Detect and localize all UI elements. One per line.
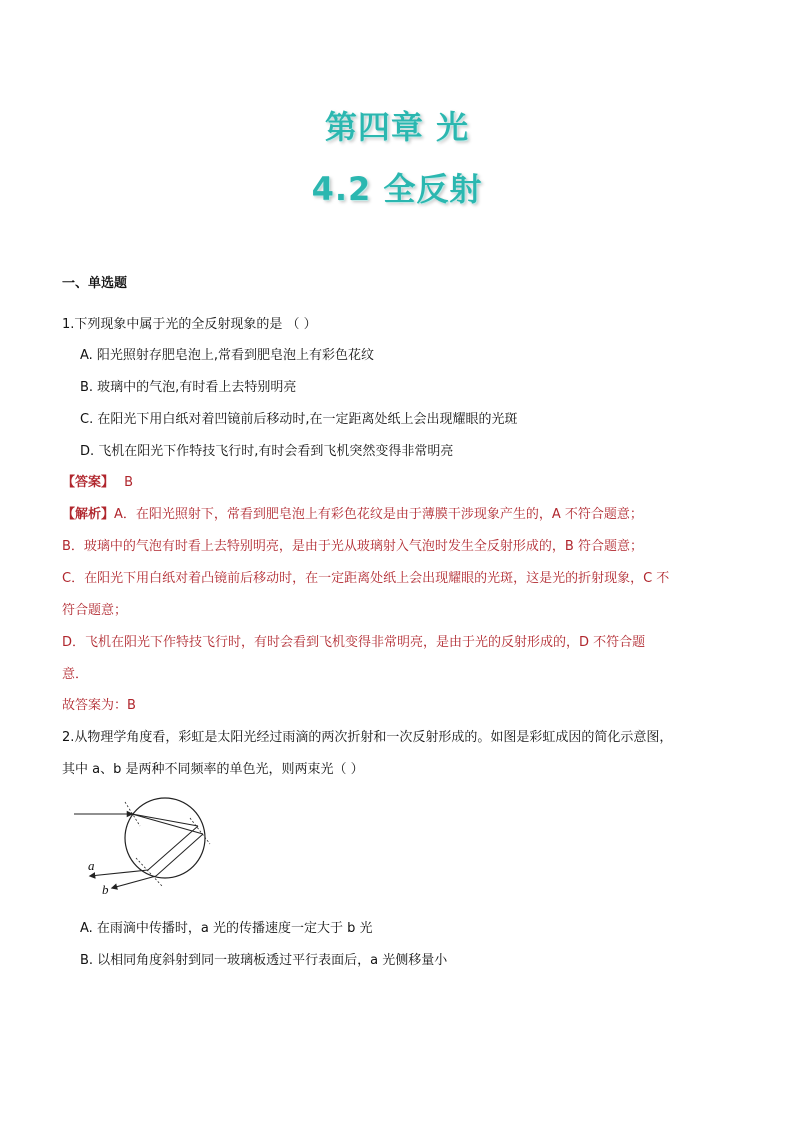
question-1-option-b: B. 玻璃中的气泡,有时看上去特别明亮	[80, 380, 297, 395]
analysis-tag: 【解析】	[62, 507, 115, 522]
analysis-line-6: 意．	[62, 667, 89, 682]
question-1-option-d: D. 飞机在阳光下作特技飞行时,有时会看到飞机突然变得非常明亮	[80, 444, 454, 459]
analysis-line-5: D．飞机在阳光下作特技飞行时，有时会看到飞机变得非常明亮，是由于光的反射形成的，D 不符合题	[62, 635, 646, 650]
analysis-line-4: 符合题意；	[62, 603, 128, 618]
chapter-title: 第四章 光	[324, 108, 470, 146]
conclusion: 故答案为：B	[62, 698, 136, 713]
raindrop-circle	[125, 798, 205, 878]
analysis-line-2: B．玻璃中的气泡有时看上去特别明亮，是由于光从玻璃射入气泡时发生全反射形成的，B 符合题意；	[62, 539, 643, 554]
ray-a	[90, 870, 148, 876]
question-1-stem: 1.下列现象中属于光的全反射现象的是 （ ）	[62, 317, 317, 332]
question-2-option-a: A. 在雨滴中传播时，a 光的传播速度一定大于 b 光	[80, 921, 373, 936]
ray-b	[112, 876, 156, 888]
question-2-stem-line-2: 其中 a、b 是两种不同频率的单色光，则两束光（ ）	[62, 762, 364, 777]
question-1-answer	[62, 474, 133, 492]
analysis-line-3: C．在阳光下用白纸对着凸镜前后移动时，在一定距离处纸上会出现耀眼的光斑，这是光的折射现象，C 不	[62, 571, 670, 586]
label-a: a	[88, 858, 95, 873]
question-2-option-b: B. 以相同角度斜射到同一玻璃板透过平行表面后，a 光侧移量小	[80, 953, 448, 968]
question-1-option-c: C. 在阳光下用白纸对着凹镜前后移动时,在一定距离处纸上会出现耀眼的光斑	[80, 412, 518, 427]
analysis-text: A．在阳光照射下，常看到肥皂泡上有彩色花纹是由于薄膜干涉现象产生的，A 不符合题意；	[114, 507, 643, 522]
section-title: 4.2 全反射	[311, 170, 483, 208]
question-2-stem-line-1: 2.从物理学角度看，彩虹是太阳光经过雨滴的两次折射和一次反射形成的。如图是彩虹成因的简化示意图，	[62, 730, 673, 745]
section-heading: 一、单选题	[62, 276, 128, 291]
rainbow-raindrop-diagram	[70, 796, 220, 900]
answer-tag: 【答案】	[62, 475, 115, 490]
answer-value: B	[124, 475, 134, 490]
label-b: b	[102, 882, 109, 897]
analysis-line-1	[62, 506, 643, 524]
question-1-option-a: A. 阳光照射存肥皂泡上,常看到肥皂泡上有彩色花纹	[80, 348, 375, 363]
